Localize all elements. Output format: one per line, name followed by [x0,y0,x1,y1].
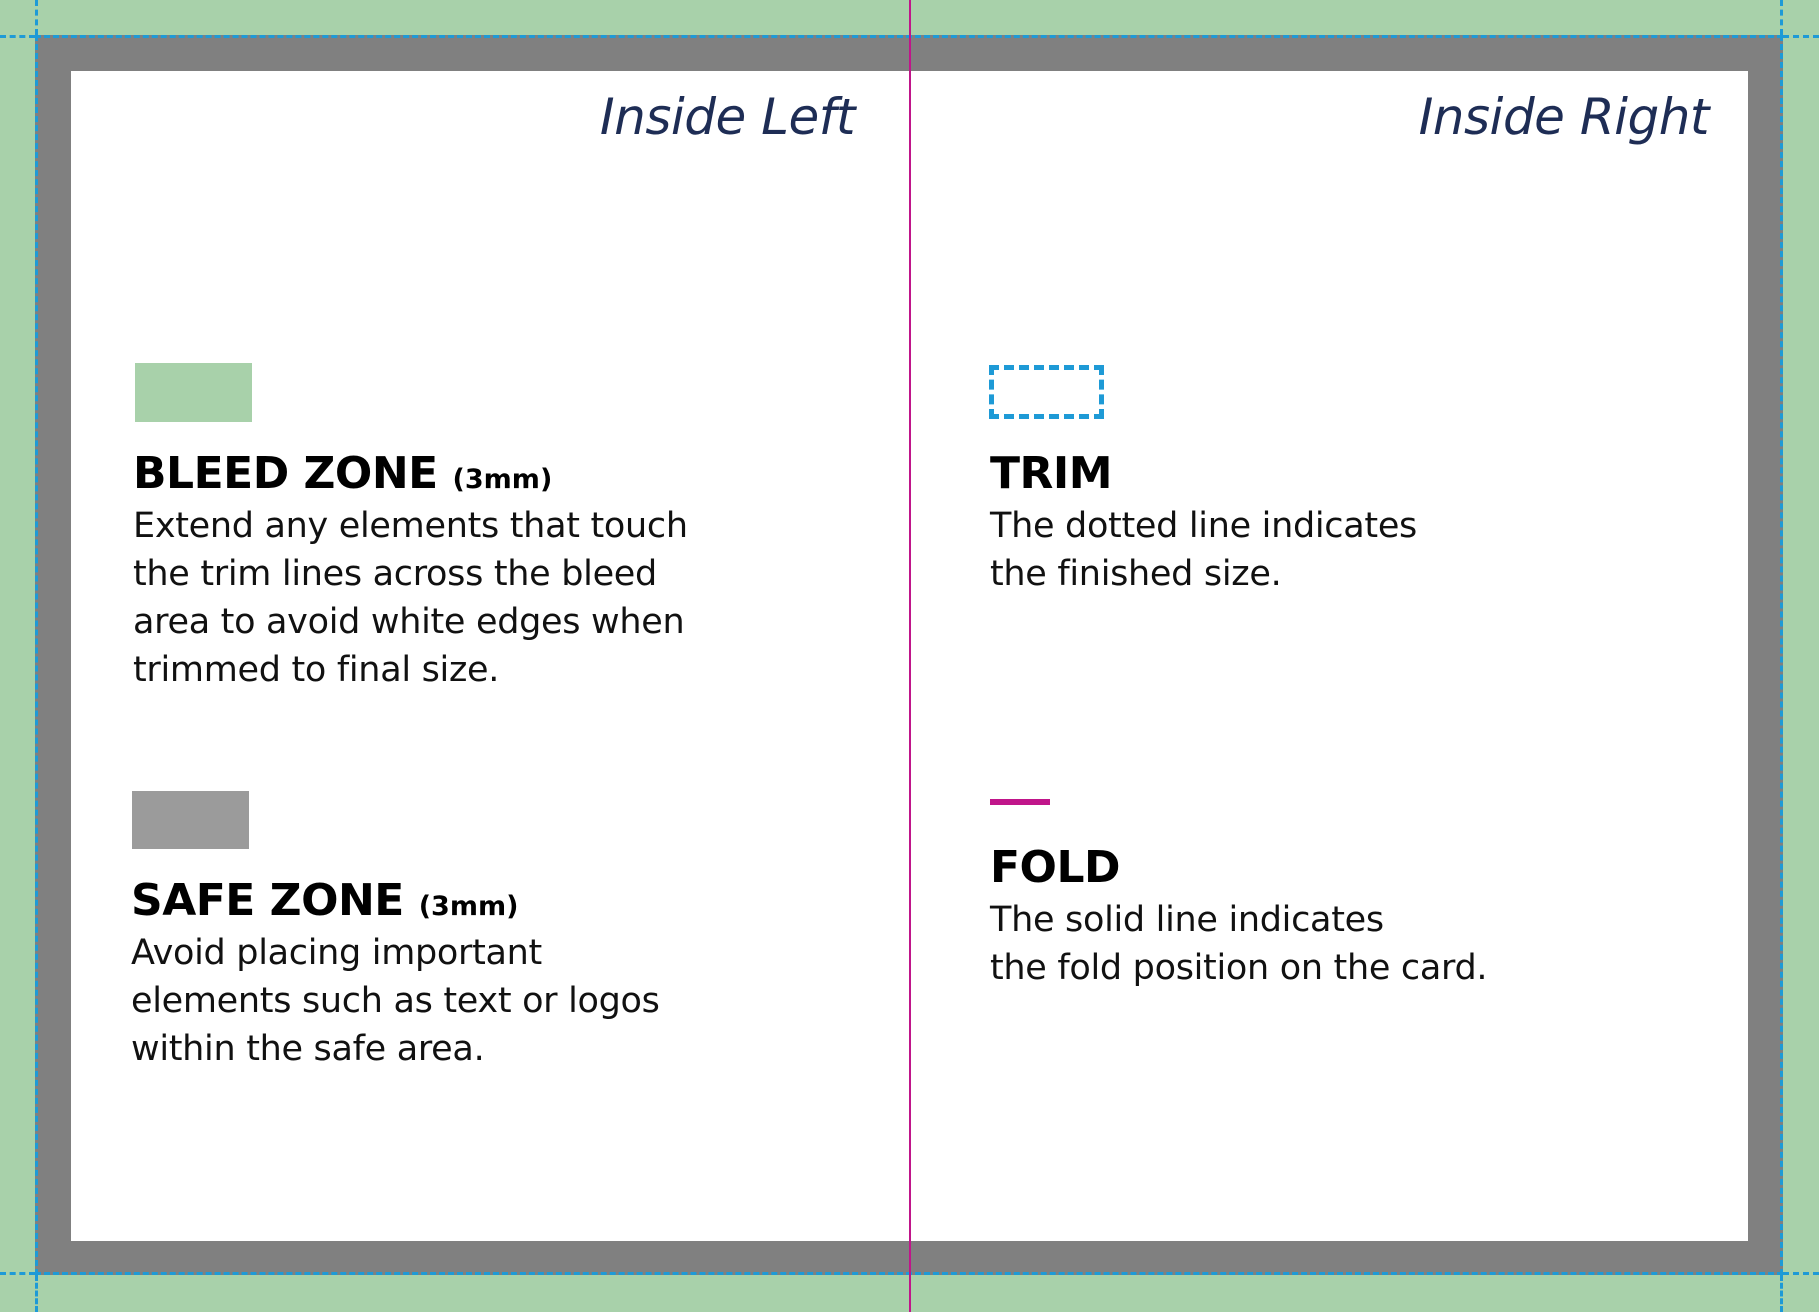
safe-zone-size: (3mm) [418,891,519,922]
trim-mark-left-top [35,0,38,35]
heading-inside-right: Inside Right [1418,88,1709,146]
trim-mark-left-bottom [35,1275,38,1312]
trim-mark-bottom-right [1783,1272,1819,1275]
bleed-zone-title-text: BLEED ZONE [133,448,438,499]
safe-zone-title [131,875,518,926]
trim-swatch [989,365,1104,419]
trim-mark-top-left [0,35,35,38]
bleed-zone-size: (3mm) [452,464,553,495]
trim-title: TRIM [990,448,1113,499]
heading-inside-left: Inside Left [599,88,855,146]
fold-swatch [990,799,1050,805]
trim-mark-top-right [1783,35,1819,38]
trim-mark-right-bottom [1780,1275,1783,1312]
safe-zone-title-text: SAFE ZONE [131,875,404,926]
bleed-zone-description: Extend any elements that touch the trim lines across the bleed area to avoid white edges when trimmed to final size. [133,506,688,690]
fold-line [909,0,911,1312]
trim-mark-bottom-left [0,1272,35,1275]
trim-description: The dotted line indicates the finished size. [990,506,1417,594]
fold-description: The solid line indicates the fold position on the card. [990,900,1488,988]
safe-zone-description: Avoid placing important elements such as text or logos within the safe area. [131,933,660,1069]
bleed-zone-title [133,448,552,499]
trim-mark-right-top [1780,0,1783,35]
bleed-zone-swatch [135,363,252,422]
safe-zone-swatch [132,791,249,849]
fold-title: FOLD [990,842,1121,893]
